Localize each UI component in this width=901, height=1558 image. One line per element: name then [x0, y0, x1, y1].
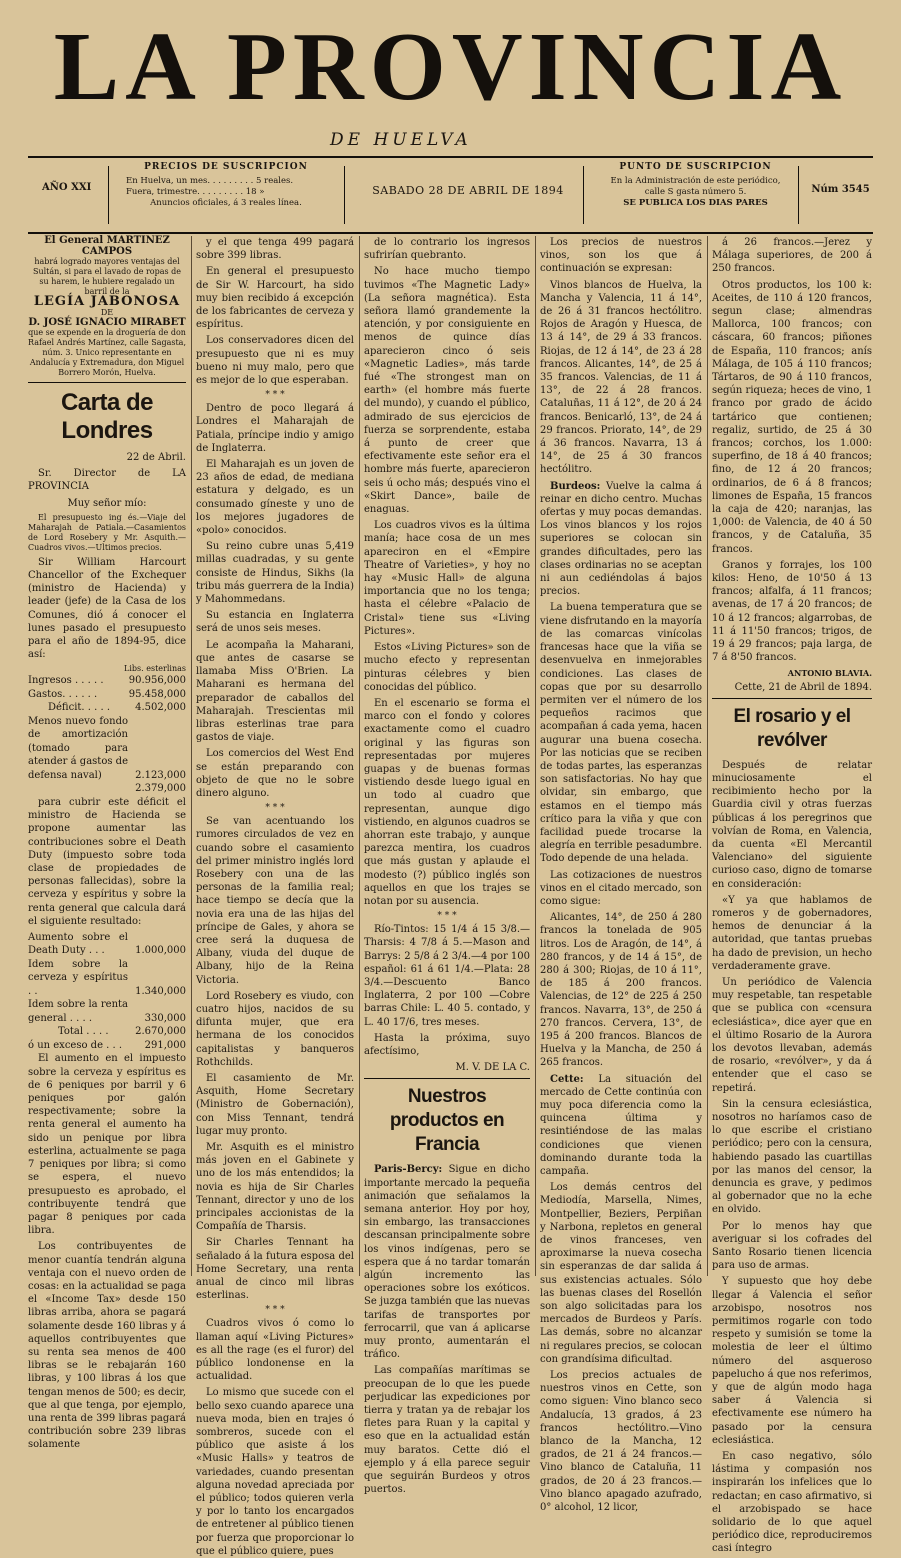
paragraph: para cubrir este déficit el ministro de Hacienda se propone aumentar las contribuciones sobre el Death Duty (impuesto sobre toda clase de propiedades de personas fallecidas), sobre la cerveza y espíritus y sobre la renta general que calcula dará el siguiente resultado: [28, 796, 186, 927]
column-separator [359, 236, 360, 1276]
text: 330,000 [144, 1012, 186, 1024]
legia-advertisement: El General MARTINEZ CAMPOS habrá logrado mayores ventajas del Sultán, si para el lavado de ropas de su harem, le hubiere regalado un barril de la LEGÍA JABONOSA DE D. JOSÉ IGNACIO MIRABET que se expende en la droguería de don Rafael Andrés Martínez, calle Sagasta, núm. 3. Unico representante en Andalucía y Extremadura, don Miguel Borrero Morón, Huelva. [28, 235, 186, 377]
paragraph: No hace mucho tiempo tuvimos «The Magnetic Lady» (La señora magnética). Esta señora llamó grandemente la atención, y por consiguiente en menos de quince días aparecieron cinco ó seis «Magnetic Ladies», más tarde fué «The strongest man on earth» (el hombre más fuerte del mundo), y cuando el público, admirado de sus ejercicios de fuerza se sorprendente, estaba á punto de creer que efectivamente este señor era el hombre más fuerte, aparecieron seis ú ocho más; después vino el «Skirt Dance», baile de enaguas. [364, 266, 530, 516]
subscription-point: PUNTO DE SUSCRIPCION En la Administración de este periódico, calle S gasta número 5. SE PUBLICA LOS DIAS PARES [598, 162, 793, 228]
paragraph: Sr. Director de LA PROVINCIA [28, 468, 186, 493]
tax-increase-table [28, 931, 186, 1053]
paragraph: Río-Tintos: 15 1/4 á 15 3/8.—Tharsis: 4 7/8 á 5.—Mason and Barrys: 2 5/8 á 2 3/4.—4 por 100 español: 61 á 61 1/4.—Plata: 28 3/4.—Descuento Banco Inglaterra, 2 por 100 —Cobre barras Chile: L. 40 5. contado, y L. 40 17/6, tres meses. [364, 924, 530, 1028]
text: * * * [265, 803, 285, 814]
issue-number: Núm 3545 [811, 184, 870, 195]
text [28, 674, 186, 688]
paragraph: Granos y forrajes, los 100 kilos: Heno, de 10'50 á 13 francos; alfalfa, á 11 francos; avenas, de 17 á 20 francos; de 10 á 12 francos; algarrobas, de 11 á 11'50 francos; trigos, de 19 á 29 francos; paja larga, de 7 á 8'50 francos. [712, 559, 872, 664]
section-title-rosario-revolver: El rosario y el revólver [733, 705, 851, 751]
paragraph: En la Administración de este periódico, [610, 176, 781, 186]
text [28, 931, 186, 958]
paragraph: á 26 francos.—Jerez y Málaga superiores, de 200 á 250 francos. [712, 237, 872, 275]
text: Ingresos . . . . . [28, 675, 104, 687]
paragraph: Los demás centros del Mediodía, Marsella, Nimes, Montpellier, Beziers, Perpiñan y Narbona, repletos en general de vinos franceses, ven aproximarse la nueva cosecha sin esperanzas de dar salida á sus existencias actuales. Sólo las buenas clases del Rosellón son algo solicitadas para los mercados de Burdeos y París. Las demás, sobre no alcanzar ni regulares precios, se colocan con grandísima dificultad. [540, 1182, 702, 1365]
issue-date: SABADO 28 DE ABRIL DE 1894 [372, 184, 564, 197]
divider [798, 166, 799, 224]
paragraph: Hasta la próxima, suyo afectísimo, [364, 1032, 530, 1057]
author: ANTONIO BLAVIA. [787, 667, 872, 678]
paragraph: Sir William Harcourt Chancellor of the Exchequer (ministro de Hacienda) y leader (jefe) de la Casa de los Comunes, dió á conocer el lunes pasado el presupuesto para el año de 1894-95, dice así: [28, 556, 186, 661]
infobar-rule [28, 232, 873, 234]
paragraph: Y supuesto que hoy debe llegar á Valencia el señor arzobispo, nosotros nos permitimos rogarle con todo respeto y sumisión se tome la molestia de leer el último número del asqueroso papelucho á que nos referimos, y que de algún modo haga saber á Valencia si efectivamente ese número ha pasado por la censura eclesiástica. [712, 1276, 872, 1446]
text: 1.000,000 [135, 945, 186, 957]
issue-year: AÑO XXI [42, 182, 92, 193]
subscription-prices: PRECIOS DE SUSCRIPCION En Huelva, un mes. . . . . . . . . 5 reales. Fuera, trimestre. . . . . . . . . 18 » Anuncios oficiales, á 3 reales línea. [126, 162, 326, 228]
text: * * * [265, 390, 285, 401]
paragraph: Paris-Bercy: Sigue en dicho importante mercado la pequeña animación que señalamos la semana anterior. Hoy por hoy, sin embargo, las transacciones descansan principalmente sobre los vinos indígenas, pero se espera que á no tardar tomarán algún incremento las operaciones sobre los exóticos. Se juzga también que las nuevas tarifas de transportes por ferrocarril, que van á aplicarse muy pronto, aumentarán el tráfico. [364, 1164, 531, 1361]
paragraph: Sin la censura eclesiástica, nosotros no haríamos caso de lo que escribe el cristiano periódico; pero con la censura, habiendo pasado las cuartillas por las manos del censor, la denuncia es grave, y pedimos al gobernador que no la eche en olvido. [712, 1098, 872, 1216]
dateline: Cette, 21 de Abril de 1894. [734, 681, 872, 693]
text: Libs. esterlinas [124, 664, 186, 674]
column-separator [535, 236, 536, 1276]
column-3 [364, 236, 531, 1496]
text: Idem sobre la cerveza y espíritus . . [28, 958, 128, 997]
paragraph: Los conservadores dicen del presupuesto que ni es muy bueno ni muy malo, pero que es mejor de lo que esperaban. [196, 335, 354, 387]
paragraph: En el escenario se forma el marco con el fondo y colores exactamente como el cuadro original y las figuras son representadas por mujeres guapas y de buenas formas vistiendo desde luego igual en un todo al cuadro que representan, aunque digo vistiendo, en algunos cuadros se ahorran este trabajo, y aunque parezca mentira, los cuadros que más gustan y aplaude el modesto (?) público inglés son aquellos en que los trajes se notan por su ausencia. [364, 697, 530, 907]
text: 95.458,000 [128, 688, 186, 700]
paragraph: Por lo menos hay que averiguar si los cofrades del Santo Rosario tienen licencia para uso de armas. [712, 1220, 872, 1272]
text [28, 782, 186, 796]
column-2 [196, 236, 354, 1557]
paragraph: Lo mismo que sucede con el bello sexo cuando aparece una nueva moda, bien en trajes ó sombreros, sucede con el público que asiste á los «Music Halls» y teatros de variedades, cuando presentan alguna novedad apreciada por el público; todos quieren verla y por lo tanto los encargados de entretener al público tienen por fuerza que proporcionar lo que el público quiere, pues [196, 1387, 354, 1557]
paragraph: Sir Charles Tennant ha señalado á la futura esposa del Home Secretary, una renta anual de cinco mil libras esterlinas. [196, 1237, 354, 1302]
text: Déficit. . . . . [48, 702, 111, 714]
divider [583, 166, 584, 224]
paragraph: Otros productos, los 100 k: Aceites, de 110 á 120 francos, segun clase; almendras Mallorca, 100 francos; con cáscara, 60 francos; piñones de España, 110 francos; anís Málaga, de 105 á 110 francos; Tártaros, de 90 á 110 francos, según riqueza; heces de vino, 1 franco por grado de ácido tartárico que contienen; regaliz, surtido, de 25 á 30 francos; corchos, los 1.000: superfino, de 18 á 40 francos; fino, de 12 á 20 francos; ordinarios, de 6 á 8 francos; limones de España, 15 francos la caja de 420; naranjas, las 1,000: de Valencia, de 40 á 50 francos, y de Cataluña, 35 francos. [712, 279, 872, 555]
paragraph: Después de relatar minuciosamente el recibimiento hecho por la Guardia civil y otras fuerzas públicas á los peregrinos que volvían de Roma, en Valencia, da cuenta «El Mercantil Valenciano» del siguiente curioso caso, digno de tomarse en consideración: [712, 759, 872, 890]
column-5 [712, 236, 872, 1555]
text [712, 698, 872, 699]
text: Aumento sobre el Death Duty . . . [28, 931, 128, 957]
text [28, 958, 186, 999]
paragraph: Mr. Asquith es el ministro más joven en el Gabinete y uno de los más entendidos; la novia es hija de Sir Charles Tennant, director y uno de los principales accionistas de la Compañía de Tharsis. [196, 1142, 354, 1233]
column-1 [28, 235, 186, 1451]
info-bar [28, 162, 873, 232]
text: 90.956,000 [128, 675, 186, 687]
text [28, 1025, 186, 1039]
paragraph: Un periódico de Valencia muy respetable, tan respetable que se publica con «censura eclesiástica», dice ayer que en el último Rosario de la Aurora los devotos llevaban, además de rosario, «revólver», y da á entender que el caso se repetirá. [712, 976, 872, 1094]
text: Idem sobre la renta general . . . . [28, 999, 128, 1024]
paragraph: Cuadros vivos ó como lo llaman aquí «Living Pictures» es all the rage (es el furor) del público londonense en la actualidad. [196, 1318, 354, 1383]
paragraph: Su estancia en Inglaterra será de unos seis meses. [196, 610, 354, 635]
text: 2.123,000 [135, 769, 186, 781]
section-title-nuestros-productos: Nuestros productos en Francia [389, 1086, 505, 1156]
column-4 [540, 236, 702, 1514]
paragraph: En general el presupuesto de Sir W. Harcourt, ha sido muy bien recibido á excepción de los fabricantes de cerveza y espíritus. [196, 266, 354, 331]
divider [108, 166, 109, 224]
masthead [0, 0, 901, 155]
paragraph: Vinos blancos de Huelva, la Mancha y Valencia, 11 á 14°, de 26 á 31 francos hectólitro. Rojos de Aragón y Huesca, de 13 á 14°, de 29 á 33 francos. Riojas, de 12 á 14°, de 23 á 28 francos. Alicantes, 14°, de 25 á 35 francos. Valencias, de 11 á 13°, de 22 á 28 francos. Cataluñas, 11 á 12°, de 20 á 24 francos. Benicarló, 13°, de 24 á 29 francos. Priorato, 14°, de 29 á 36 francos. Navarra, 13 á 14°, de 25 á 30 francos hectólitro. [540, 279, 702, 476]
paragraph: Lord Rosebery es viudo, con cuatro hijos, nacidos de su difunta mujer, que era hermana de los conocidos capitalistas y banqueros Rothchilds. [196, 990, 354, 1068]
top-rule [28, 156, 873, 158]
paragraph: El casamiento de Mr. Asquith, Home Secretary (Ministro de Gobernación), con Miss Tennant, tendrá lugar muy pronto. [196, 1072, 354, 1137]
paragraph: Los precios de nuestros vinos, son los que á continuación se expresan: [540, 237, 702, 275]
newspaper-subtitle: DE HUELVA [330, 130, 472, 150]
paragraph: Los contribuyentes de menor cuantía tendrán alguna ventaja con el nuevo orden de cosas: en la actualidad se paga el «Income Tax» desde 150 libras arriba, ahora se pagará solamente desde 160 libras y á aquellos contribuyentes que su renta sea menos de 400 libras se le rebajarán 160 libras, y 100 libras á los que tengan menos de 500; es decir, que al que tenga, por ejemplo, una renta de 399 libras pagará contribución sobre 239 libras solamente [28, 1241, 186, 1451]
paragraph: SE PUBLICA LOS DIAS PARES [623, 198, 768, 208]
paragraph: calle S gasta número 5. [644, 187, 747, 197]
paragraph: «Y ya que hablamos de romeros y de gobernadores, hemos de denunciar á la autoridad, que tantas pruebas ha dado de prevision, un hecho verdaderamente grave. [712, 894, 872, 972]
paragraph: Le acompaña la Maharani, que antes de casarse se llamaba Miss O'Brien. La Maharani es hermana del preparador de caballos del Maharajah. Trescientas mil libras esterlinas trae para gastos de viaje. [196, 639, 354, 744]
paragraph: y el que tenga 499 pagará sobre 399 libras. [196, 237, 354, 262]
dateline: 22 de Abril. [126, 452, 186, 463]
paragraph: Anuncios oficiales, á 3 reales línea. [150, 198, 302, 208]
text: Gastos. . . . . . [28, 688, 98, 700]
text: Menos nuevo fondo de amortización (tomado para atender á gastos de defensa naval) [28, 715, 128, 781]
text: ó un exceso de . . . [28, 1039, 123, 1051]
paragraph: Cette: La situación del mercado de Cette continúa con muy poca diferencia como la quincena última y resintiéndose de las malas condiciones que vienen dominando durante toda la campaña. [540, 1073, 702, 1178]
paragraph: Los cuadros vivos es la última manía; hace cosa de un mes apareciron en el «Empire Theatre of Varieties», y hoy no hay «Music Hall» de alguna importancia que no los tenga; hasta el célebre «Palacio de Cristal» tiene sus «Living Pictures». [364, 520, 530, 637]
paragraph: Se van acentuando los rumores circulados de vez en cuando sobre el casamiento del primer ministro inglés lord Rosebery con una de las personas de la familia real; hace tiempo se decía que la novia era una de las hijas del príncipe de Gales, y ahora se cree será la duquesa de Albany, viuda del duque de Albany, hijo de la Reina Victoria. [196, 816, 354, 986]
text: Total . . . . [58, 1026, 109, 1038]
paragraph: de lo contrario los ingresos sufrirían quebranto. [364, 237, 530, 262]
section-title-carta-de-londres: Carta de Londres [60, 389, 154, 444]
text [28, 715, 186, 783]
text: * * * [437, 911, 457, 922]
paragraph: La buena temperatura que se viene disfrutando en la mayoría de las comarcas vinícolas francesas hace que la viña se desenvuelva en inmejorables condiciones. Las clases de copas que por su desarrollo permiten ver el número de los pequeños racimos que acompañan á cada yema, hacen augurar una buena cosecha. Por las noticias que se reciben de todas partes, las esperanzas son satisfactorias. No hay que olvidar, sin embargo, que estamos en el tiempo más crítico para la viña y que con facilidad puede trocarse la alegría en terrible pesadumbre. Todo depende de una helada. [540, 602, 702, 865]
paragraph: El Maharajah es un joven de 23 años de edad, de mediana estatura y delgado, es un consumado gíneste y uno de los mejores jugadores de «polo» conocidos. [196, 459, 354, 537]
paragraph: Los precios actuales de nuestros vinos en Cette, son como siguen: Vino blanco seco Andalucía, 13 grados, á 23 francos hectólitro.—Vino blanco de la Mancha, 12 grados, de 21 á 24 francos.—Vino blanco de Cataluña, 11 grados, de 20 á 23 francos.—Vino blanco apagado azufrado, 0° alcohol, 12 licor, [540, 1370, 702, 1514]
column-separator [191, 236, 192, 1276]
text: 1.340,000 [135, 985, 186, 997]
paragraph: El aumento en el impuesto sobre la cerveza y espíritus es de 6 peniques por barril y 6 peniques por galón respectivamente; sobre la renta general el aumento ha sido un penique por libra esterlina, actualmente se paga 7 peniques por libra; si como se espera, el nuevo presupuesto es aprobado, el contribuyente tendrá que pagar 8 peniques por cada libra. [28, 1053, 186, 1237]
paragraph: Su reino cubre unas 5,419 millas cuadradas, y su gente consiste de Hindus, Sikhs (la tribu más guerrera de la India) y Mahommedans. [196, 541, 354, 606]
text [28, 382, 186, 383]
paragraph: Las compañías marítimas se preocupan de lo que les puede perjudicar las expediciones por tierra y tratan ya de rebajar los fletes para Ruan y la capital y eso que en la actualidad están muy baratos. Cette dió el ejemplo y á ella parece seguir que seguirán Burdeos y otros puertos. [364, 1365, 530, 1496]
text [28, 688, 186, 702]
text: 4.502,000 [135, 702, 186, 714]
column-separator [707, 236, 708, 1276]
divider [344, 166, 345, 224]
text: 2.379,000 [135, 783, 186, 795]
paragraph: Alicantes, 14°, de 250 á 280 francos la tonelada de 905 litros. Los de Aragón, de 14°, á 280 francos, y de 14 á 15°, de 280 á 300; Riojas, de 10 á 11°, de 185 á 200 francos. Valencias, de 12° de 225 á 250 francos. Navarra, 13°, de 250 á 270 francos. Cervera, 13°, de 195 á 200 francos. Blancos de Huelva y la Mancha, de 250 á 265 francos. [540, 912, 702, 1069]
paragraph: En Huelva, un mes. . . . . . . . . 5 reales. [126, 176, 294, 186]
text: * * * [265, 1305, 285, 1316]
text [364, 1078, 530, 1079]
paragraph: Estos «Living Pictures» son de mucho efecto y representan pinturas célebres y bien conocidas del público. [364, 642, 530, 693]
article-summary: El presupuesto ing és.—Viaje del Maharajah de Patiala.—Casamientos de Lord Rosebery y Mr. Asquith.—Cuadros vivos.—Ultimos precios. [28, 512, 186, 552]
text [28, 1039, 186, 1053]
text [28, 998, 186, 1025]
paragraph: Los comercios del West End se están preparando con objeto de que no le sobre dinero alguno. [196, 748, 354, 799]
newspaper-title: LA PROVINCIA [53, 13, 848, 121]
text: 2.670,000 [135, 1026, 186, 1038]
paragraph: Fuera, trimestre. . . . . . . . . 18 » [126, 187, 265, 197]
paragraph: Burdeos: Vuelve la calma á reinar en dicho centro. Muchas ofertas y muy pocas demandas. Los vinos blancos y los rojos superiores se colocan sin grandes dificultades, pero las clases ordinarias no se aceptan ni aun cediéndolas á bajos precios. [540, 480, 702, 598]
signature: M. V. DE LA C. [455, 1062, 530, 1074]
paragraph: Dentro de poco llegará á Londres el Maharajah de Patiala, príncipe indio y amigo de Inglaterra. [196, 403, 354, 454]
text [28, 701, 186, 715]
text: 291,000 [144, 1039, 186, 1051]
paragraph: Muy señor mío: [67, 497, 147, 509]
paragraph: Las cotizaciones de nuestros vinos en el citado mercado, son como sigue: [540, 869, 702, 907]
budget-table [28, 664, 186, 796]
paragraph: En caso negativo, sólo lástima y compasión nos inspirarán los infelices que lo redactan; en caso afirmativo, si el arzobispado se hace solidario de lo que aquel periódico dice, reproduciremos casi íntegro [712, 1451, 872, 1555]
